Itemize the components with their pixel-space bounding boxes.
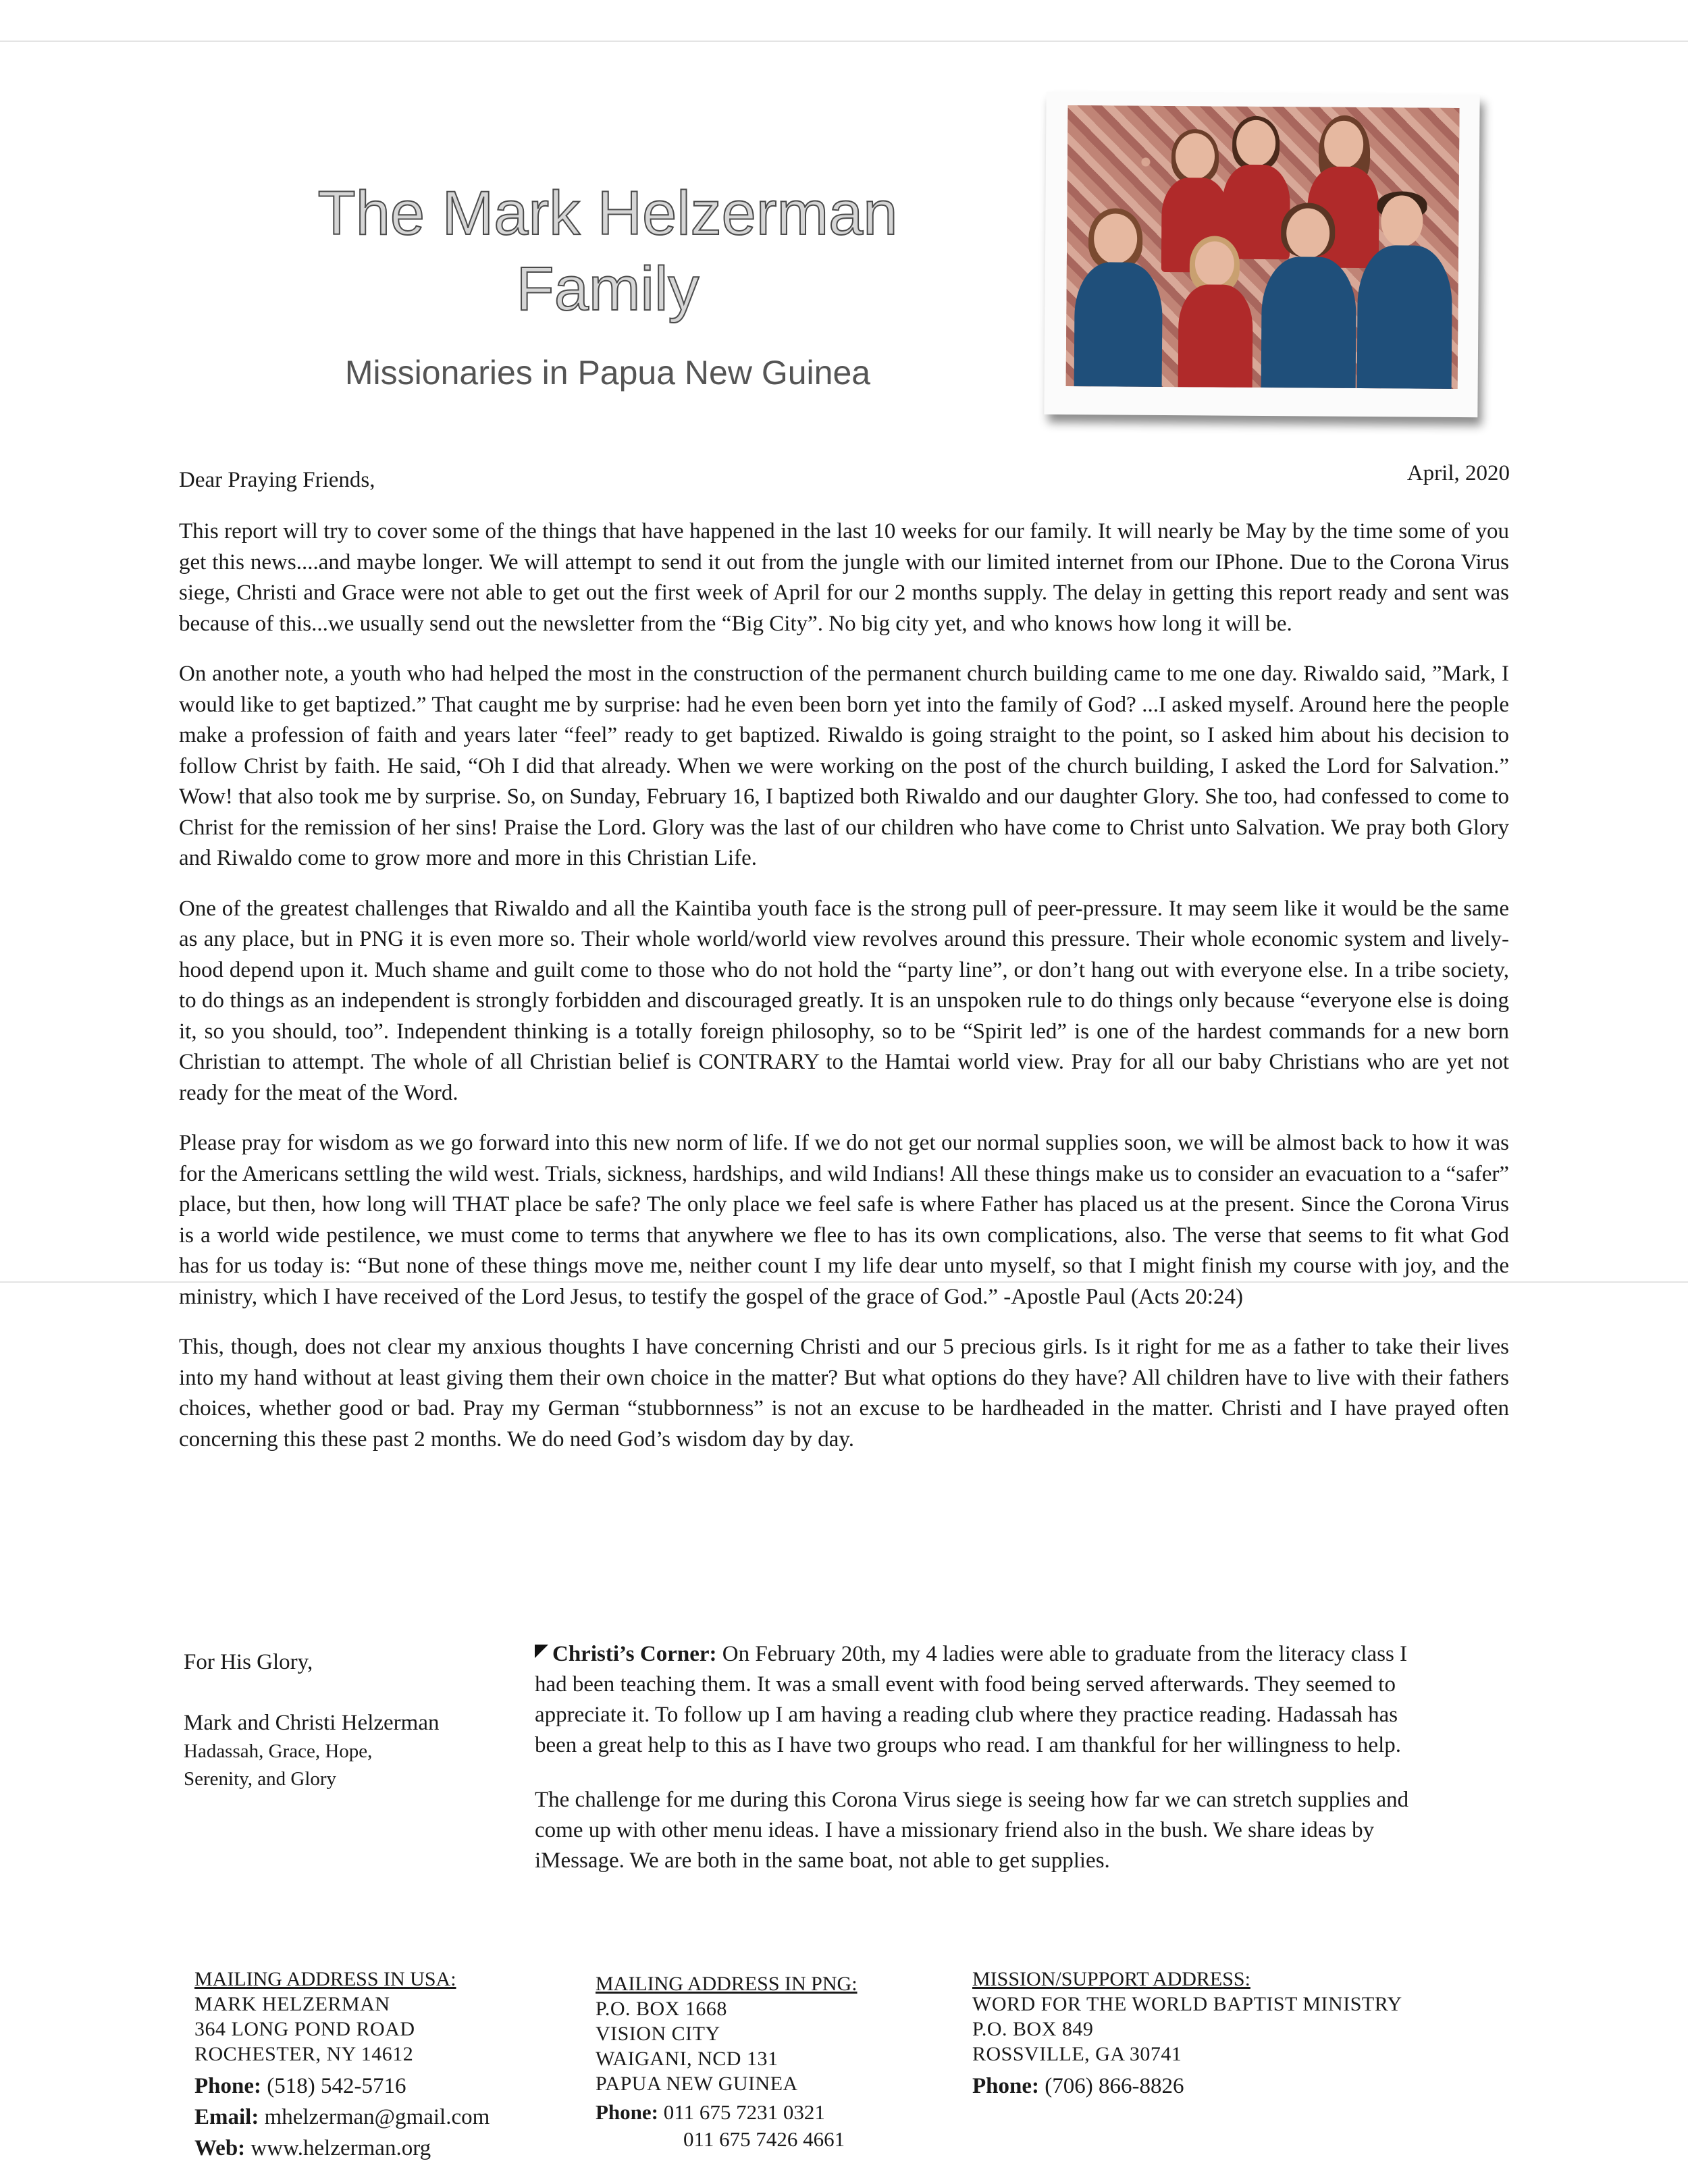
page-title [169, 176, 1047, 327]
phone-row [194, 2071, 490, 2102]
email-label: Email: [194, 2105, 259, 2129]
phone-value: (706) 866-8826 [1045, 2074, 1184, 2098]
scan-artifact-top [0, 41, 1688, 42]
corner-paragraph: The challenge for me during this Corona Virus siege is seeing how far we can stretch supplies and come up with other menu ideas. I have a missionary friend also in the bush. We share ideas by iMessage. We are both in the same boat, not able to get supplies. [535, 1788, 1409, 1873]
signature-names: Mark and Christi Helzerman [184, 1711, 440, 1735]
address-line: P.O. BOX 849 [972, 2018, 1094, 2040]
address-usa [194, 1967, 490, 2164]
address-line: MARK HELZERMAN [194, 1993, 390, 2015]
address-heading: MAILING ADDRESS IN PNG: [596, 1973, 858, 1995]
address-line: WAIGANI, NCD 131 [596, 2048, 779, 2070]
contact-block [596, 2099, 858, 2153]
phone-value: 011 675 7231 0321 [663, 2100, 825, 2124]
body-paragraph: On another note, a youth who had helped the most in the construction of the permanent church building came to me one day. Riwaldo said, ”Mark, I would like to get baptized.” That caught me by surprise: had he even been born yet into the family of God? ...I asked myself. Around here the people make a profession of faith and years later “feel” ready to get baptized. Riwaldo is going straight to the point, so I asked him about his decision to follow Christ by faith. He said, “Oh I did that already. When we were working on the post of the church building, I asked the Lord for Salvation.” Wow! that also took me by surprise. So, on Sunday, February 16, I baptized both Riwaldo and our daughter Glory. She too, had confessed to come to Christ for the remission of her sins! Praise the Lord. Glory was the last of our children who have come to Christ unto Salvation. We pray both Glory and Riwaldo come to grow more and more in this Christian Life. [179, 662, 1509, 870]
address-line: PAPUA NEW GUINEA [596, 2073, 798, 2095]
signoff: For His Glory, [184, 1650, 313, 1674]
phone-row [972, 2071, 1402, 2102]
corner-paragraph [535, 1639, 1443, 1761]
christis-corner [535, 1639, 1443, 1900]
phone-label: Phone: [972, 2074, 1039, 2098]
phone-value: (518) 542-5716 [267, 2074, 406, 2098]
body-paragraph: This, though, does not clear my anxious thoughts I have concerning Christi and our 5 precious girls. Is it right for me as a father to take their lives into my hand without at least giving them their own choice in the matter? But what options do they have? All children have to live with their fathers choices, whether good or bad. Pray my German “stubbornness” is not an excuse to be hardheaded in the matter. Christi and I have prayed often concerning this these past 2 months. We do need God’s wisdom day by day. [179, 1335, 1509, 1451]
web-row [194, 2133, 490, 2164]
phone-label: Phone: [596, 2100, 658, 2124]
page-subtitle: Missionaries in Papua New Guinea [344, 354, 871, 392]
contact-block [972, 2071, 1402, 2102]
letter-date: April, 2020 [1406, 461, 1510, 485]
phone-row [596, 2099, 858, 2126]
corner-text: On February 20th, my 4 ladies were able to graduate from the literacy class I had been teaching them. It was a small event with food being served afterwards. They seemed to appreciate it. To follow up I am having a reading club where they practice reading. Hadassah has been a great help to this as I have two groups who read. I am thankful for her willingness to help. [535, 1642, 1408, 1757]
address-line: ROCHESTER, NY 14612 [194, 2043, 414, 2065]
phone-label: Phone: [194, 2074, 261, 2098]
letter-greeting: Dear Praying Friends, [179, 468, 375, 492]
address-heading: MAILING ADDRESS IN USA: [194, 1968, 456, 1990]
children-names-1: Hadassah, Grace, Hope, [184, 1740, 373, 1762]
email-row [194, 2102, 490, 2133]
corner-flag-icon [535, 1645, 548, 1658]
address-mission [972, 1967, 1402, 2102]
body-paragraph: Please pray for wisdom as we go forward into this new norm of life. If we do not get our normal supplies soon, we will be almost back to how it was for the Americans settling the wild west. Trials, sickness, hardships, and wild Indians! All these things make us to consider an evacuation to a “safer” place, but then, how long will THAT place be safe? The only place we feel safe is where Father has placed us at the present. Since the Corona Virus is a world wide pestilence, we must come to terms that anywhere we flee to has its own complications, also. The verse that seems to fit what God has for us today is: “But none of these things move me, neither count I my life dear unto myself, so that I might finish my course with joy, and the ministry, which I have received of the Lord Jesus, to testify the gospel of the grace of God.” -Apostle Paul (Acts 20:24) [179, 1131, 1509, 1309]
address-line: P.O. BOX 1668 [596, 1998, 727, 2020]
address-line: VISION CITY [596, 2023, 720, 2045]
address-line: WORD FOR THE WORLD BAPTIST MINISTRY [972, 1993, 1402, 2015]
email-value[interactable]: mhelzerman@gmail.com [264, 2105, 490, 2129]
body-paragraph: One of the greatest challenges that Riwaldo and all the Kaintiba youth face is the strong pull of peer-pressure. It may seem like it would be the same as any place, but in PNG it is even more so. Their whole world/world view revolves around this pressure. Their whole economic system and lively-hood depend upon it. Much shame and guilt come to those who do not hold the “party line”, or don’t hang out with everyone else. In a tribe society, to do things as an independent is strongly forbidden and discouraged greatly. It is an unspoken rule to do things only because “everyone else is doing it, so you should, too”. Independent thinking is a totally foreign philosophy, so to be “Spirit led” is one of the hardest commands for a new born Christian to attempt. The whole of all Christian belief is CONTRARY to the Hamtai world view. Pray for all our baby Christians who are yet not ready for the meat of the Word. [179, 896, 1509, 1105]
address-line: 364 LONG POND ROAD [194, 2018, 415, 2040]
body-paragraph: This report will try to cover some of the things that have happened in the last 10 weeks for our family. It will nearly be May by the time some of you get this news....and maybe longer. We will attempt to send it out from the jungle with our limited internet from our IPhone. Due to the Corona Virus siege, Christi and Grace were not able to get out the first week of April for our 2 months supply. The delay in getting this report ready and sent was because of this...we usually send out the newsletter from the “Big City”. No big city yet, and who knows how long it will be. [179, 519, 1509, 636]
address-heading: MISSION/SUPPORT ADDRESS: [972, 1968, 1250, 1990]
address-png [596, 1971, 858, 2153]
title-line-1: The Mark Helzerman [317, 179, 898, 248]
signature-block [184, 1708, 439, 1793]
web-label: Web: [194, 2136, 246, 2160]
letter-body [179, 516, 1509, 1474]
title-line-2: Family [516, 255, 700, 323]
family-photo-frame [1044, 92, 1479, 417]
phone-row [596, 2126, 858, 2153]
address-line: ROSSVILLE, GA 30741 [972, 2043, 1182, 2065]
children-names-2: Serenity, and Glory [184, 1768, 337, 1790]
contact-block [194, 2071, 490, 2164]
family-photo [1066, 105, 1460, 389]
phone-value: 011 675 7426 4661 [683, 2127, 845, 2151]
web-value[interactable]: www.helzerman.org [250, 2136, 431, 2160]
corner-heading: Christi’s Corner: [552, 1642, 717, 1666]
